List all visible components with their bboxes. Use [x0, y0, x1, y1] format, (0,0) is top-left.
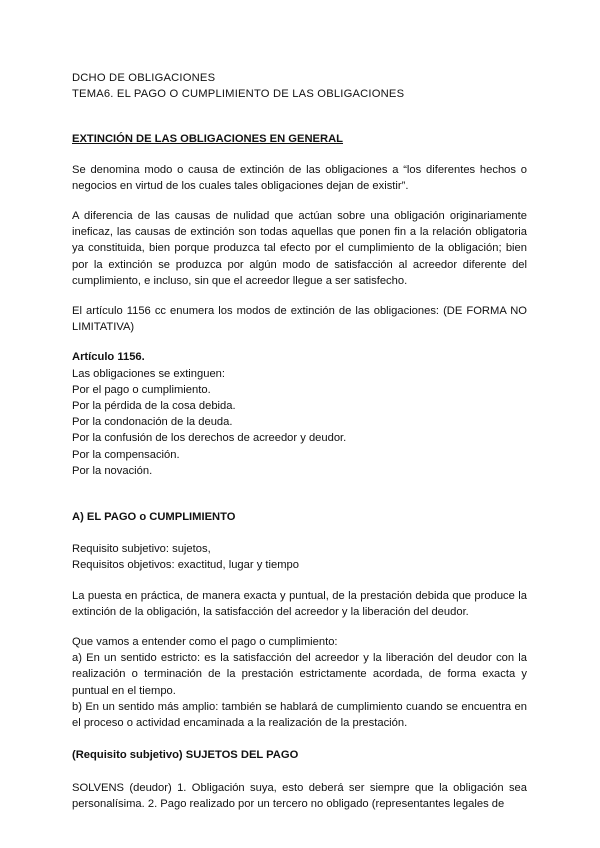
- paragraph-solvens: SOLVENS (deudor) 1. Obligación suya, esto deberá ser siempre que la obligación sea personalísima. 2. Pago realizado por un tercero no obligado (representantes legales de: [72, 781, 527, 810]
- paragraph-sentido-amplio: b) En un sentido más amplio: también se hablará de cumplimiento cuando se encuentra en el proceso o actividad encaminada a la realización de la prestación.: [72, 700, 527, 730]
- section-title-pago: A) EL PAGO o CUMPLIMIENTO: [72, 511, 236, 524]
- list-item: Por la confusión de los derechos de acreedor y deudor.: [72, 432, 347, 445]
- paragraph-sentido-estricto: a) En un sentido estricto: es la satisfacción del acreedor y la liberación del deudor con la realización o terminación de la prestación estrictamente acordada, de forma exacta y puntual en el tiempo.: [72, 652, 527, 697]
- list-item: Por la pérdida de la cosa debida.: [72, 400, 236, 413]
- paragraph-difference: A diferencia de las causas de nulidad que actúan sobre una obligación originariamente ineficaz, las causas de extinción son todas aquellas que ponen fin a la relación obligatoria ya constituida, bien porque produzca tal efecto por el cumplimiento de la obligación; bien por la extinción se produzca por algún modo de satisfacción al acreedor diferente del cumplimiento, e incluso, sin que el acreedor llegue a ser satisfecho.: [72, 210, 527, 287]
- list-item: Por el pago o cumplimiento.: [72, 383, 211, 396]
- paragraph-pago-definition: La puesta en práctica, de manera exacta y puntual, de la prestación debida que produce la extinción de la obligación, la satisfacción del acreedor y la liberación del deudor.: [72, 589, 527, 618]
- list-item: Las obligaciones se extinguen:: [72, 367, 226, 380]
- list-item: Por la condonación de la deuda.: [72, 416, 233, 429]
- paragraph-pago-intro: Que vamos a entender como el pago o cumplimiento:: [72, 636, 338, 649]
- article-list: [72, 366, 527, 479]
- document-page: [72, 70, 527, 812]
- list-item: Por la compensación.: [72, 448, 180, 461]
- section-title-extincion: EXTINCIÓN DE LAS OBLIGACIONES EN GENERAL: [72, 133, 344, 146]
- topic-title: TEMA6. EL PAGO O CUMPLIMIENTO DE LAS OBLIGACIONES: [72, 88, 405, 101]
- course-title: DCHO DE OBLIGACIONES: [72, 72, 216, 84]
- requirement-subjective: Requisito subjetivo: sujetos,: [72, 543, 211, 556]
- paragraph-article-intro: El artículo 1156 cc enumera los modos de extinción de las obligaciones: (DE FORMA NO LIMITATIVA): [72, 305, 527, 334]
- section-title-sujetos: (Requisito subjetivo) SUJETOS DEL PAGO: [72, 749, 299, 762]
- article-heading: Artículo 1156.: [72, 351, 145, 364]
- list-item: Por la novación.: [72, 464, 153, 477]
- requirement-objective: Requisitos objetivos: exactitud, lugar y tiempo: [72, 559, 299, 572]
- paragraph-definition: Se denomina modo o causa de extinción de las obligaciones a “los diferentes hechos o negocios en virtud de los cuales tales obligaciones dejan de existir”.: [72, 163, 527, 192]
